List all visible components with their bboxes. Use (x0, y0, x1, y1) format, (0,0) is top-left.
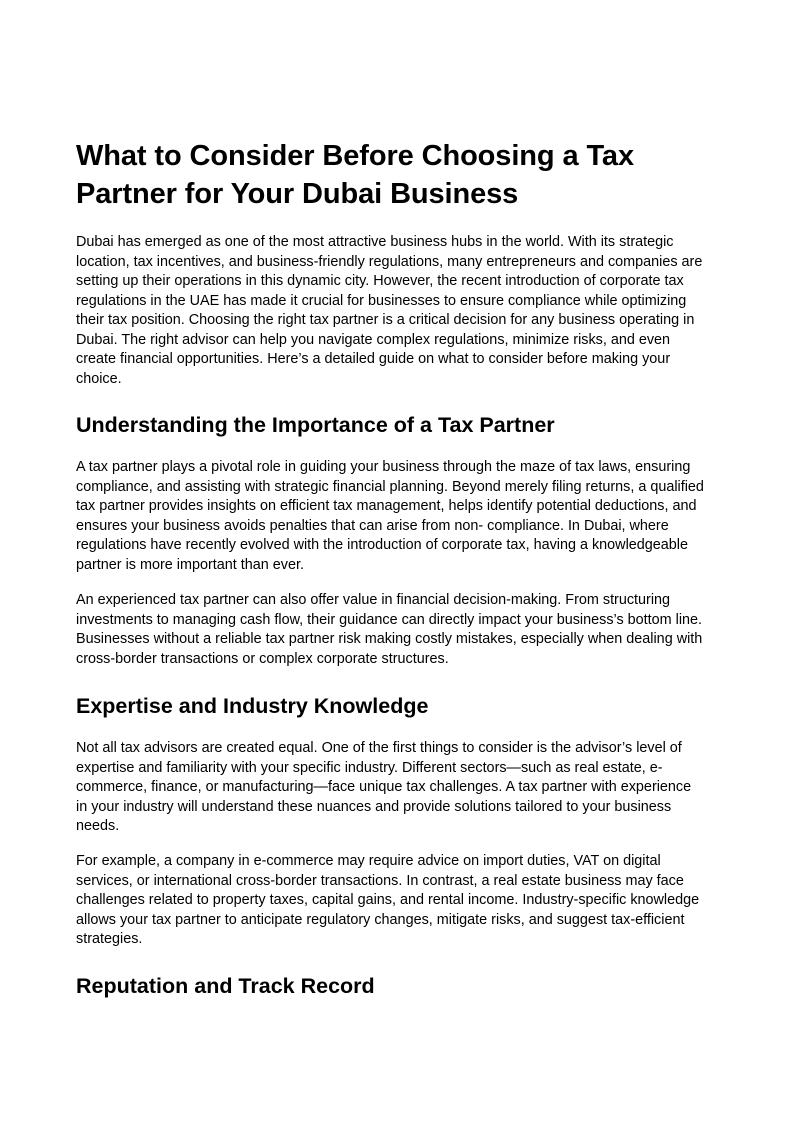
expertise-paragraph-1: Not all tax advisors are created equal. One of the first things to consider is the advisor’s level of expertise and familiarity with your specific industry. Different sectors—such as real estate, e-commerce, finance, or manufacturing—face unique tax challenges. A tax partner with experience in your industry will understand these nuances and provide solutions tailored to your business needs. (76, 740, 692, 834)
intro-paragraph: Dubai has emerged as one of the most attractive business hubs in the world. With its strategic location, tax incentives, and business-friendly regulations, many entrepreneurs and companies are setting up their operations in this dynamic city. However, the recent introduction of corporate tax regulations in the UAE has made it crucial for businesses to ensure compliance while optimizing their tax position. Choosing the right tax partner is a critical decision for any business operating in Dubai. The right advisor can help you navigate complex regulations, minimize risks, and even create financial opportunities. Here’s a detailed guide on what to consider before making your choice. (76, 234, 703, 387)
importance-paragraph-2: An experienced tax partner can also offer value in financial decision-making. From structuring investments to managing cash flow, their guidance can directly impact your business’s bottom line. Businesses without a reliable tax partner risk making costly mistakes, especially when dealing with cross-border transactions or complex corporate structures. (76, 592, 703, 667)
importance-paragraph-1: A tax partner plays a pivotal role in guiding your business through the maze of tax laws, ensuring compliance, and assisting with strategic financial planning. Beyond merely filing returns, a qualified tax partner provides insights on efficient tax management, helps identify potential deductions, and ensures your business avoids penalties that can arise from non- compliance. In Dubai, where regulations have recently evolved with the introduction of corporate tax, having a knowledgeable partner is more important than ever. (76, 459, 704, 573)
expertise-paragraph-2: For example, a company in e-commerce may require advice on import duties, VAT on digital services, or international cross-border transactions. In contrast, a real estate business may face challenges related to property taxes, capital gains, and rental income. Industry-specific knowledge allows your tax partner to anticipate regulatory changes, mitigate risks, and suggest tax-efficient strategies. (76, 853, 700, 947)
section-heading-importance: Understanding the Importance of a Tax Partner (76, 413, 555, 437)
page-title: What to Consider Before Choosing a Tax Partner for Your Dubai Business (76, 140, 634, 210)
section-heading-expertise: Expertise and Industry Knowledge (76, 694, 429, 718)
section-heading-reputation: Reputation and Track Record (76, 974, 375, 998)
